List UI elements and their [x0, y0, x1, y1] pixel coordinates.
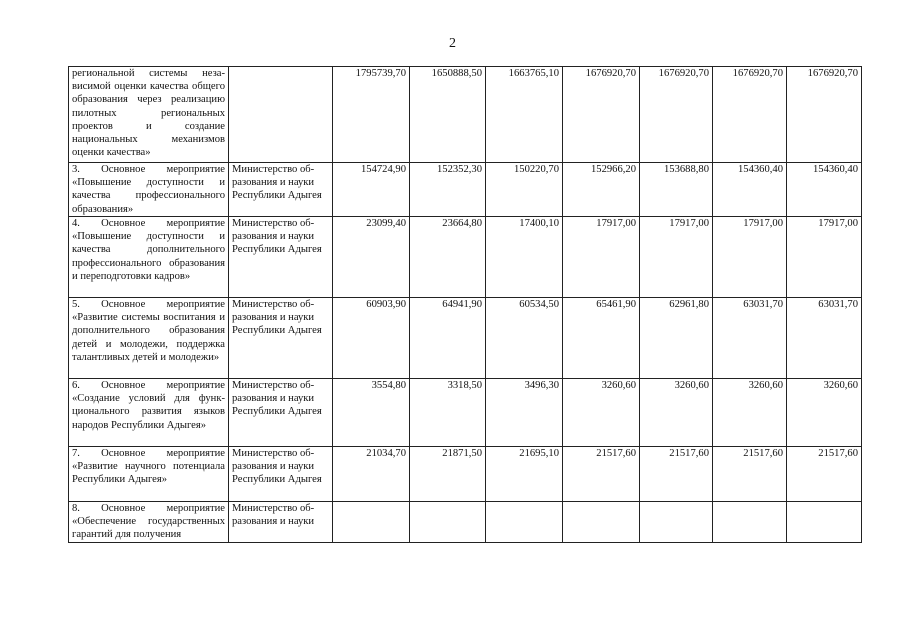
value-cell: [410, 502, 486, 543]
value-cell: 21695,10: [486, 447, 563, 502]
table-row: [69, 67, 862, 163]
activity-cell: 8. Основное мероприятие «Обеспечение государственных гарантий для получения: [69, 502, 229, 543]
value-cell: 21034,70: [333, 447, 410, 502]
value-cell: 17917,00: [640, 217, 713, 298]
value-cell: 1676920,70: [563, 67, 640, 163]
value-cell: 153688,80: [640, 163, 713, 217]
executor-cell: Министерство образования и науки Республики Адыгея: [229, 298, 333, 379]
executor-cell: Министерство образования и науки Республики Адыгея: [229, 379, 333, 447]
executor-cell: Министерство образования и науки: [229, 502, 333, 543]
value-cell: 3260,60: [787, 379, 862, 447]
value-cell: 152352,30: [410, 163, 486, 217]
value-cell: 17917,00: [787, 217, 862, 298]
value-cell: [640, 502, 713, 543]
table-row: [69, 502, 862, 543]
table-row: [69, 298, 862, 379]
value-cell: 23099,40: [333, 217, 410, 298]
value-cell: 3318,50: [410, 379, 486, 447]
value-cell: 154360,40: [787, 163, 862, 217]
value-cell: 21871,50: [410, 447, 486, 502]
executor-cell: [229, 67, 333, 163]
value-cell: 1650888,50: [410, 67, 486, 163]
value-cell: 152966,20: [563, 163, 640, 217]
value-cell: 3260,60: [713, 379, 787, 447]
table-row: [69, 217, 862, 298]
budget-table: [68, 66, 862, 543]
value-cell: 154724,90: [333, 163, 410, 217]
value-cell: 64941,90: [410, 298, 486, 379]
value-cell: 21517,60: [563, 447, 640, 502]
value-cell: 65461,90: [563, 298, 640, 379]
executor-cell: Министерство образования и науки Республики Адыгея: [229, 217, 333, 298]
value-cell: 17917,00: [563, 217, 640, 298]
table-row: [69, 379, 862, 447]
value-cell: 150220,70: [486, 163, 563, 217]
value-cell: 21517,60: [640, 447, 713, 502]
value-cell: 1795739,70: [333, 67, 410, 163]
value-cell: 1676920,70: [640, 67, 713, 163]
value-cell: [486, 502, 563, 543]
value-cell: [713, 502, 787, 543]
activity-cell: 7. Основное мероприятие «Развитие научного потенциала Республики Адыгея»: [69, 447, 229, 502]
value-cell: 60534,50: [486, 298, 563, 379]
executor-cell: Министерство образования и науки Республики Адыгея: [229, 163, 333, 217]
value-cell: 17400,10: [486, 217, 563, 298]
value-cell: 1676920,70: [713, 67, 787, 163]
value-cell: 1663765,10: [486, 67, 563, 163]
table-row: [69, 447, 862, 502]
activity-cell: 5. Основное мероприятие «Развитие системы воспитания и дополнительного образования детей и молодежи, поддержка талантливых детей и молодежи»: [69, 298, 229, 379]
value-cell: 154360,40: [713, 163, 787, 217]
value-cell: 17917,00: [713, 217, 787, 298]
value-cell: 60903,90: [333, 298, 410, 379]
activity-cell: 3. Основное мероприятие «Повышение доступности и качества профессионального образования»: [69, 163, 229, 217]
value-cell: 3554,80: [333, 379, 410, 447]
activity-cell: региональной системы независимой оценки качества общего образования через реализацию пилотных региональных проектов и создание национальных механизмов оценки качества»: [69, 67, 229, 163]
value-cell: 21517,60: [787, 447, 862, 502]
value-cell: 23664,80: [410, 217, 486, 298]
table-row: [69, 163, 862, 217]
value-cell: [787, 502, 862, 543]
value-cell: 62961,80: [640, 298, 713, 379]
executor-cell: Министерство образования и науки Республики Адыгея: [229, 447, 333, 502]
value-cell: 3260,60: [563, 379, 640, 447]
value-cell: 63031,70: [713, 298, 787, 379]
value-cell: [333, 502, 410, 543]
activity-cell: 4. Основное мероприятие «Повышение доступности и качества дополнительного профессионального образования и переподготовки кадров»: [69, 217, 229, 298]
page-number: 2: [449, 36, 456, 51]
value-cell: 1676920,70: [787, 67, 862, 163]
value-cell: 63031,70: [787, 298, 862, 379]
value-cell: 3260,60: [640, 379, 713, 447]
activity-cell: 6. Основное мероприятие «Создание условий для функционального развития языков народов Республики Адыгея»: [69, 379, 229, 447]
value-cell: 21517,60: [713, 447, 787, 502]
value-cell: 3496,30: [486, 379, 563, 447]
value-cell: [563, 502, 640, 543]
